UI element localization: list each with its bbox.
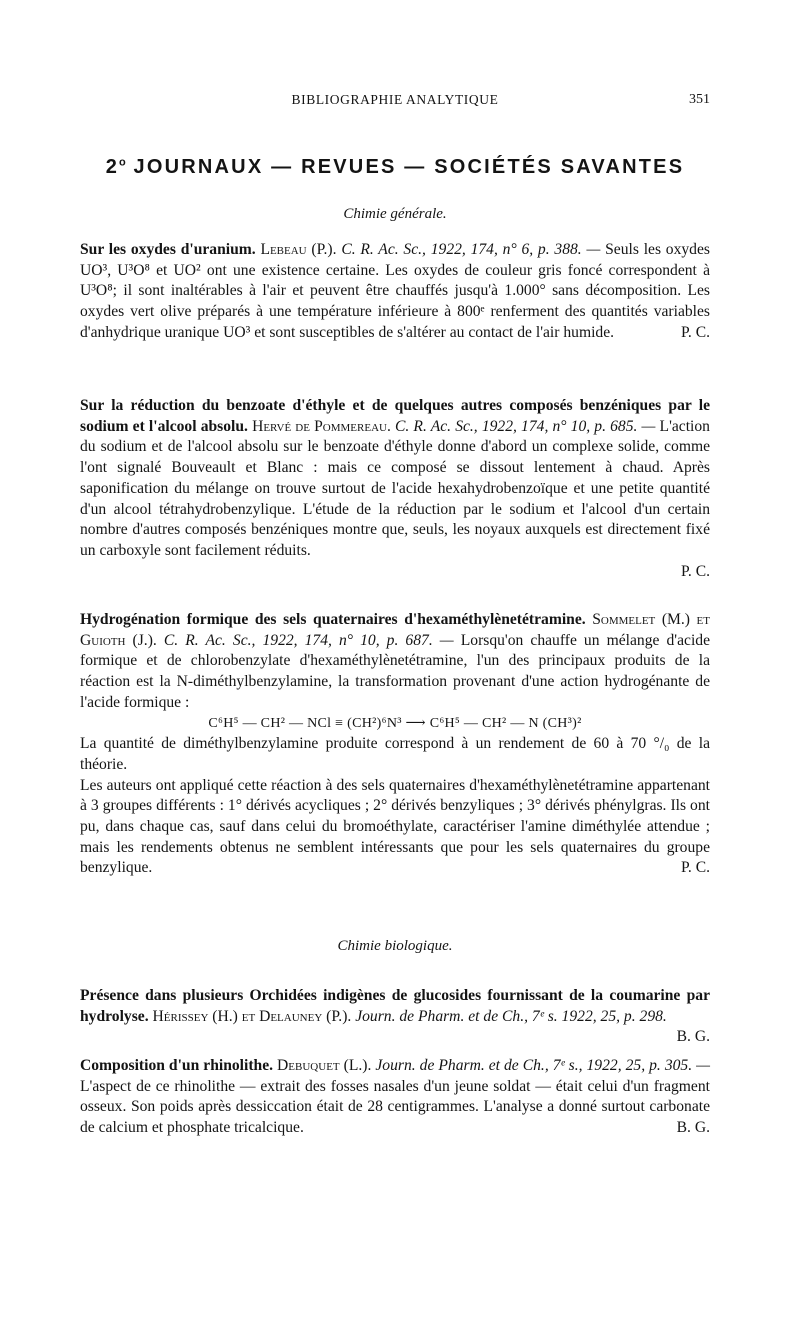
entry-reference: Journ. de Pharm. et de Ch., 7ᵉ s. 1922, 25, p. 298. xyxy=(355,1007,667,1025)
entry-title: Composition d'un rhinolithe. xyxy=(80,1057,274,1074)
entry-author: Debuquet (L.). xyxy=(277,1057,372,1074)
entry-reference: C. R. Ac. Sc., 1922, 174, n° 10, p. 685. — xyxy=(395,417,656,435)
section-heading: JOURNAUX — REVUES — SOCIÉTÉS SAVANTES xyxy=(133,156,685,178)
entry-signature: P. C. xyxy=(680,859,710,877)
entry-text-2: La quantité de diméthylbenzylamine produite correspond à un rendement de 60 à 70 °/₀ de la théorie. xyxy=(80,735,710,773)
page-header xyxy=(80,92,710,114)
entry-rhinolithe xyxy=(80,1056,710,1139)
entry-orchidees-glucosides xyxy=(80,986,710,1048)
entry-signature: P. C. xyxy=(680,323,710,341)
section-number: 2 xyxy=(105,156,120,178)
entry-text: Seuls les oxydes UO³, U³O⁸ et UO² ont une existence certaine. Les oxydes de couleur gris foncé correspondent à U³O⁸; il sont inaltérables à l'air et peuvent être chauffés jusqu'à 1.000° sans décomposition. Les oxydes vert olive préparés à une température inférieure à 800ᵉ renferment des quantités variables d'anhydrique uranique UO³ et sont susceptibles de s'altérer au contact de l'air humide. xyxy=(80,241,710,341)
entry-reference: C. R. Ac. Sc., 1922, 174, n° 10, p. 687. — xyxy=(163,631,454,649)
entry-signature: B. G. xyxy=(676,1028,710,1046)
entry-text: L'action du sodium et de l'alcool absolu sur le benzoate d'éthyle donne d'abord un complexe solide, comme l'ont signalé Bouveault et Blanc : mais ce composé se dissout lentement à chaud. Après saponification du mélange on trouve surtout de l'acide hexahydrobenzoïque et une petite quantité d'un alcool tétrahydrobenzylique. L'étude de la réduction par le sodium et l'alcool d'un certain nombre d'autres composés benzéniques montre que, seuls, les noyaux auxquels est directement fixé un carboxyle sont facilement réduits. xyxy=(80,417,710,559)
entry-hydrogenation-formique xyxy=(80,610,710,879)
section-number-sup: o xyxy=(119,156,126,169)
entry-title: Hydrogénation formique des sels quaternaires d'hexaméthylènetétramine. xyxy=(80,611,586,628)
entry-oxydes-uranium xyxy=(80,240,710,344)
running-head: BIBLIOGRAPHIE ANALYTIQUE xyxy=(291,92,499,107)
entry-text: Lorsqu'on chauffe un mélange d'acide formique et de chlorobenzylate d'hexaméthylènetétramine, l'un des principaux produits de la réaction est la N-diméthylbenzylamine, la transformation provenant d'une action hydrogénante de l'acide formique : xyxy=(80,631,710,711)
entry-text-3: Les auteurs ont appliqué cette réaction à des sels quaternaires d'hexaméthylènetétramine appartenant à 3 groupes différents : 1° dérivés acycliques ; 2° dérivés benzyliques ; 3° dérivés phénylgras. Ils ont pu, dans chaque cas, sauf dans celui du bromoéthylate, caractériser l'amine diméthylée attendue ; mais les rendements obtenus ne semblent intéressants que pour les sels quaternaires du groupe benzylique. xyxy=(80,776,710,877)
entry-title: Présence dans plusieurs Orchidées indigènes de glucosides fournissant de la coumarine par hydrolyse. xyxy=(80,987,710,1025)
entry-reference: Journ. de Pharm. et de Ch., 7ᵉ s., 1922, 25, p. 305. — xyxy=(375,1057,710,1074)
entry-author: Hérissey (H.) et Delauney (P.). xyxy=(152,1007,352,1025)
entry-text: L'aspect de ce rhinolithe — extrait des fosses nasales d'un jeune soldat — était celui d'un fragment osseux. Son poids après dessiccation était de 28 centigrammes. L'analyse a donné surtout carbonate de calcium et phosphate tricalcique. xyxy=(80,1077,710,1137)
entry-title: Sur les oxydes d'uranium. xyxy=(80,241,256,258)
entry-reduction-benzoate xyxy=(80,396,710,582)
entry-signature: B. G. xyxy=(676,1119,710,1137)
entry-signature: P. C. xyxy=(680,562,710,580)
entry-author: Hervé de Pommereau. xyxy=(252,417,391,435)
page-number: 351 xyxy=(689,92,710,107)
entry-author: Sommelet (M.) et Guioth (J.). xyxy=(80,611,710,649)
chemical-formula: C⁶H⁵ — CH² — NCl ≡ (CH²)⁶N³ ⟶ C⁶H⁵ — CH² — N (CH³)² xyxy=(208,715,582,731)
entry-reference: C. R. Ac. Sc., 1922, 174, n° 6, p. 388. — xyxy=(341,241,601,258)
entry-author: Lebeau (P.). xyxy=(260,241,337,258)
subsection-title-chimie-generale: Chimie générale. xyxy=(343,206,447,222)
entry-title: Sur la réduction du benzoate d'éthyle et de quelques autres composés benzéniques par le sodium et l'alcool absolu. xyxy=(80,397,710,435)
section-title xyxy=(80,156,710,179)
subsection-title-chimie-biologique: Chimie biologique. xyxy=(337,938,453,954)
